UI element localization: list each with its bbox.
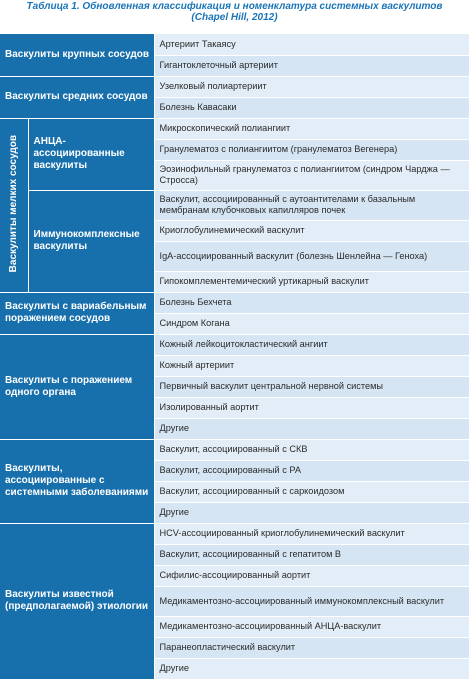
caption-title: Таблица 1. Обновленная классификация и номенклатура системных васкулитов — [26, 1, 443, 12]
category-medium-vessels: Васкулиты средних сосудов — [0, 76, 154, 118]
list-item: Кожный лейкоцитокластический ангиит — [154, 334, 469, 355]
list-item: Микроскопический полиангиит — [154, 118, 469, 139]
list-item: Артериит Такаясу — [154, 34, 469, 55]
list-item: Другие — [154, 658, 469, 679]
list-item: Васкулит, ассоциированный с саркоидозом — [154, 481, 469, 502]
list-item: Медикаментозно-ассоциированный иммунокомплексный васкулит — [154, 586, 469, 616]
list-item: Болезнь Кавасаки — [154, 97, 469, 118]
category-single-organ: Васкулиты с поражением одного органа — [0, 334, 154, 439]
vasculitis-classification-table — [0, 34, 469, 680]
category-small-vessels — [0, 118, 28, 292]
list-item: Кожный артериит — [154, 355, 469, 376]
list-item: Болезнь Бехчета — [154, 292, 469, 313]
list-item: Изолированный аортит — [154, 397, 469, 418]
table-caption — [0, 0, 469, 34]
category-small-vessels-label: Васкулиты мелких сосудов — [8, 134, 20, 273]
list-item: Гипокомплементемический уртикарный васкулит — [154, 271, 469, 292]
list-item: Эозинофильный гранулематоз с полиангиитом (синдром Чарджа — Стросса) — [154, 160, 469, 190]
list-item: Васкулит, ассоциированный с аутоантителами к базальным мембранам клубочковых капилляров почек — [154, 190, 469, 220]
list-item: HCV-ассоциированный криоглобулинемический васкулит — [154, 523, 469, 544]
category-systemic-disease: Васкулиты, ассоциированные с системными заболеваниями — [0, 439, 154, 523]
category-variable-vessels: Васкулиты с вариабельным поражением сосудов — [0, 292, 154, 334]
list-item: Васкулит, ассоциированный с гепатитом В — [154, 544, 469, 565]
list-item: Узелковый полиартериит — [154, 76, 469, 97]
list-item: Сифилис-ассоциированный аортит — [154, 565, 469, 586]
list-item: Васкулит, ассоциированный с СКВ — [154, 439, 469, 460]
list-item: Другие — [154, 502, 469, 523]
caption-source: (Chapel Hill, 2012) — [191, 12, 278, 23]
list-item: IgA-ассоциированный васкулит (болезнь Шенлейна — Геноха) — [154, 241, 469, 271]
list-item: Гигантоклеточный артериит — [154, 55, 469, 76]
list-item: Другие — [154, 418, 469, 439]
list-item: Гранулематоз с полиангиитом (гранулематоз Вегенера) — [154, 139, 469, 160]
category-large-vessels: Васкулиты крупных сосудов — [0, 34, 154, 76]
list-item: Синдром Когана — [154, 313, 469, 334]
subcategory-anca: АНЦА-ассоциированные васкулиты — [28, 118, 154, 190]
list-item: Паранеопластический васкулит — [154, 637, 469, 658]
list-item: Первичный васкулит центральной нервной системы — [154, 376, 469, 397]
category-known-etiology: Васкулиты известной (предполагаемой) этиологии — [0, 523, 154, 679]
list-item: Криоглобулинемический васкулит — [154, 220, 469, 241]
list-item: Васкулит, ассоциированный с РА — [154, 460, 469, 481]
list-item: Медикаментозно-ассоциированный АНЦА-васкулит — [154, 616, 469, 637]
subcategory-immune-complex: Иммунокомплексные васкулиты — [28, 190, 154, 292]
